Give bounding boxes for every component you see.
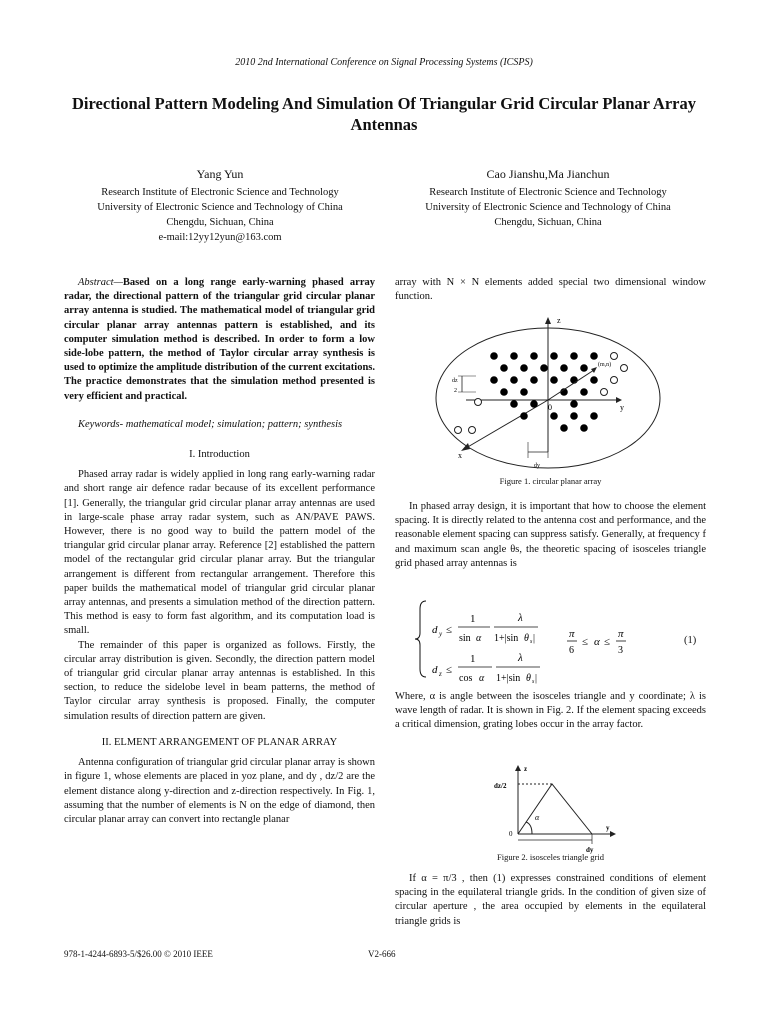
author-email[interactable]: e-mail:12yy12yun@163.com [158, 232, 282, 243]
author-location: Chengdu, Sichuan, China [494, 217, 602, 228]
svg-text:|: | [535, 673, 538, 684]
abstract-text: Based on a long range early-warning phased array radar, the directional pattern of the triangular grid circular planar array antenna is studied. The mathematical model of triangular grid circular planar array antennas pattern is established, and its computer simulation method is described. In order to form a low side-lobe pattern, the method of Taylor circular array synthesis is used to optimize the amplitude distribution of the current excitations. The practice demonstrates that the simulation method presented is very efficient and practical. [64, 277, 375, 402]
svg-text:θ: θ [524, 633, 529, 644]
svg-text:λ: λ [518, 612, 523, 624]
paper-title: Directional Pattern Modeling And Simulation Of Triangular Grid Circular Planar Array Antennas [72, 94, 696, 134]
svg-text:α: α [479, 673, 485, 684]
svg-text:sin: sin [459, 633, 471, 644]
svg-text:≤: ≤ [582, 636, 589, 648]
author-block-2 [388, 167, 708, 230]
svg-text:≤: ≤ [604, 636, 611, 648]
right-column-top [395, 276, 706, 304]
author-name: Cao Jianshu,Ma Jianchun [486, 167, 610, 181]
dz-label: dz [452, 378, 458, 384]
svg-text:≤: ≤ [446, 664, 453, 676]
author-location: Chengdu, Sichuan, China [166, 217, 274, 228]
svg-text:|: | [533, 633, 536, 644]
x-axis-label: x [458, 451, 462, 460]
svg-text:1+|sin: 1+|sin [494, 633, 519, 644]
author-name: Yang Yun [196, 167, 244, 181]
equation-1-graphic [412, 597, 708, 685]
intro-paragraph-1: Phased array radar is widely applied in long rang early-warning radar and short range air defence radar because of its excellent performance [1]. Generally, the triangular grid circular planar array antennas are used in large-scale phase array radar system, such as AN/PAVE PAWS. However, there is no good way to build the pattern model of the triangular grid circular planar array. Reference [2] established the pattern model of the rectangular grid circular planar array. But the triangular arrangement is different from rectangular arrangement. Therefore this paper builds the mathematical model of triangular grid circular planar array antennas, and presents a simulation method of the direction pattern. This method is easy to form fast algorithm, and its computation load is small. [64, 469, 375, 637]
y-axis-label: y [606, 824, 610, 832]
author-affiliation: University of Electronic Science and Technology of China [425, 202, 671, 213]
abstract-label: Abstract— [78, 277, 123, 288]
svg-text:π: π [618, 628, 624, 640]
svg-text:6: 6 [569, 645, 574, 656]
conference-header: 2010 2nd International Conference on Signal Processing Systems (ICSPS) [235, 57, 533, 68]
svg-text:α: α [594, 636, 600, 648]
dz-half-label: dz/2 [494, 782, 507, 790]
svg-text:d: d [432, 624, 438, 636]
svg-text:α: α [476, 633, 482, 644]
figure-1-caption: Figure 1. circular planar array [499, 476, 602, 486]
intro-paragraph-2: The remainder of this paper is organized as follows. Firstly, the circular array distribution is given. Secondly, the direction pattern model of triangular grid circular planar array antennas is established. In this section, to reduce the sidelobe level in beam patterns, the method of Taylor circular array synthesis is proposed. Finally, the computer simulation results of direction pattern are given. [64, 639, 375, 722]
section2-paragraph-1: Antenna configuration of triangular grid circular planar array is shown in figure 1, whose elements are placed in yoz plane, and dy , dz/2 are the element distance along y-direction and z-direction respectively. In Fig. 1, assuming that the number of elements is N on the edge of diamond, then circular planar array can convert into rectangle planar [64, 757, 375, 825]
dz-dimension [458, 376, 476, 392]
right-column-lower [395, 690, 706, 733]
right-paragraph-2: Where, α is angle between the isosceles triangle and y coordinate; λ is wave length of radar. It is shown in Fig. 2. If the element spacing exceeds a critical dimension, grating lobes occur in the array factor. [395, 691, 706, 731]
svg-text:λ: λ [518, 652, 523, 664]
z-axis-label: z [524, 765, 528, 773]
svg-text:d: d [432, 664, 438, 676]
svg-text:z: z [439, 670, 442, 678]
y-axis [518, 831, 616, 837]
triangle [518, 784, 592, 834]
footer-page-number: V2-666 [368, 949, 396, 959]
footer-copyright: 978-1-4244-6893-5/$26.00 © 2010 IEEE [64, 949, 213, 959]
author-affiliation: University of Electronic Science and Technology of China [97, 202, 343, 213]
svg-text:π: π [569, 628, 575, 640]
right-column-bottom [395, 872, 706, 929]
y-axis-label: y [620, 403, 624, 412]
svg-text:y: y [439, 630, 443, 638]
right-paragraph-1: In phased array design, it is important that how to choose the element spacing. It is directly related to the antenna cost and performance, and the reasonable element spacing can suppress satisfy. Generally, at frequency f and maximum scan angle θs, the theoretic spacing of isosceles triangle grid phased array antennas is [395, 501, 706, 569]
right-paragraph-3: If α = π/3 , then (1) expresses constrained conditions of element spacing in the equilateral triangle grids. In the condition of given size of circular aperture , the area occupied by elements in the equilateral triangle grids is [395, 873, 706, 927]
dz-denominator: 2 [454, 388, 457, 394]
alpha-arc [526, 822, 532, 834]
dy-dimension [518, 834, 592, 844]
svg-text:cos: cos [459, 673, 473, 684]
origin-label: 0 [509, 830, 513, 838]
svg-text:θ: θ [526, 673, 531, 684]
z-axis [545, 317, 551, 452]
figure-1-circular-array [436, 312, 672, 472]
svg-text:3: 3 [618, 645, 623, 656]
dy-label: dy [534, 463, 540, 469]
author-affiliation: Research Institute of Electronic Science and Technology [101, 187, 339, 198]
figure-2-isosceles-grid [494, 762, 620, 854]
element-mn-label: (m,n) [598, 362, 612, 368]
author-block-1 [60, 167, 380, 245]
figure-2-caption: Figure 2. isosceles triangle grid [497, 852, 604, 862]
svg-text:≤: ≤ [446, 624, 453, 636]
author-affiliation: Research Institute of Electronic Science and Technology [429, 187, 667, 198]
svg-text:1: 1 [470, 653, 476, 665]
svg-text:s: s [530, 639, 533, 645]
z-axis [515, 765, 521, 834]
section-heading-element-arrangement: II. ELMENT ARRANGEMENT OF PLANAR ARRAY [101, 736, 338, 748]
svg-text:s: s [532, 679, 535, 685]
equation-1 [412, 597, 708, 685]
section-heading-introduction: I. Introduction [189, 449, 250, 461]
alpha-label: α [535, 813, 540, 822]
dy-label: dy [586, 846, 594, 854]
z-axis-label: z [557, 316, 561, 325]
array-elements [490, 352, 598, 432]
origin-label: 0 [548, 403, 552, 412]
svg-text:1+|sin: 1+|sin [496, 673, 521, 684]
dy-dimension [528, 442, 548, 458]
keywords: Keywords- mathematical model; simulation; pattern; synthesis [78, 418, 343, 430]
right-paragraph-0: array with N × N elements added special two dimensional window function. [395, 277, 706, 303]
left-column [64, 276, 375, 827]
right-column-mid [395, 500, 706, 571]
abstract [64, 276, 375, 404]
svg-text:1: 1 [470, 613, 476, 625]
equation-number: (1) [684, 635, 697, 646]
